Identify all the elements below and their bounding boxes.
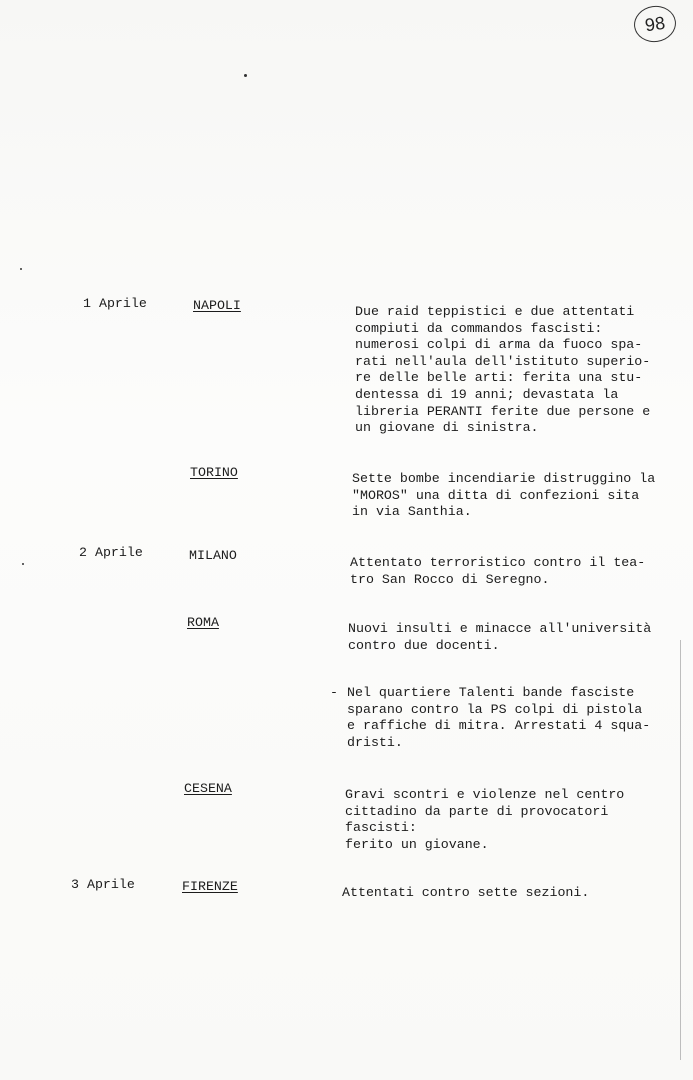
entry-city: ROMA bbox=[187, 615, 219, 630]
description-line: sparano contro la PS colpi di pistola bbox=[347, 701, 643, 717]
entry-description bbox=[347, 685, 650, 751]
entry-description bbox=[350, 555, 645, 588]
description-line: in via Santhia. bbox=[352, 504, 472, 520]
description-line: un giovane di sinistra. bbox=[355, 420, 539, 436]
description-line: numerosi colpi di arma da fuoco spa- bbox=[355, 337, 643, 353]
description-line: tro San Rocco di Seregno. bbox=[350, 571, 550, 587]
description-line: Nuovi insulti e minacce all'università bbox=[348, 621, 652, 636]
description-line: cittadino da parte di provocatori bbox=[345, 803, 609, 819]
description-line: Attentato terroristico contro il tea- bbox=[350, 555, 646, 570]
description-line: libreria PERANTI ferite due persone e bbox=[355, 403, 651, 419]
entry-city: TORINO bbox=[190, 465, 238, 480]
page-edge-shadow bbox=[680, 640, 681, 1060]
description-line: Attentati contro sette sezioni. bbox=[342, 885, 590, 900]
entry-date: 3 Aprile bbox=[71, 877, 135, 892]
description-line: compiuti da commandos fascisti: bbox=[355, 320, 603, 336]
description-line: ferito un giovane. bbox=[345, 836, 489, 852]
ink-speck bbox=[244, 74, 247, 77]
description-line: Sette bombe incendiarie distruggino la bbox=[352, 471, 656, 486]
description-line: e raffiche di mitra. Arrestati 4 squa- bbox=[347, 718, 651, 734]
entry-city: NAPOLI bbox=[193, 298, 241, 313]
entry-city: FIRENZE bbox=[182, 879, 238, 894]
description-line: Due raid teppistici e due attentati bbox=[355, 304, 635, 319]
entry-description bbox=[348, 621, 651, 654]
description-line: "MOROS" una ditta di confezioni sita bbox=[352, 487, 640, 503]
entry-date: 2 Aprile bbox=[79, 545, 143, 560]
description-line: fascisti: bbox=[345, 820, 417, 836]
ink-speck bbox=[22, 563, 24, 565]
entry-city: CESENA bbox=[184, 781, 232, 796]
description-line: Nel quartiere Talenti bande fasciste bbox=[347, 685, 635, 700]
entry-city: MILANO bbox=[189, 548, 237, 563]
description-line: re delle belle arti: ferita una stu- bbox=[355, 370, 643, 386]
description-line: dentessa di 19 anni; devastata la bbox=[355, 386, 619, 402]
entry-description bbox=[345, 787, 624, 853]
entry-date: 1 Aprile bbox=[83, 296, 147, 311]
list-dash: - bbox=[330, 685, 338, 700]
description-line: rati nell'aula dell'istituto superio- bbox=[355, 353, 651, 369]
entry-description bbox=[342, 885, 589, 902]
entry-description bbox=[352, 471, 655, 521]
description-line: dristi. bbox=[347, 734, 403, 750]
ink-speck bbox=[20, 268, 22, 270]
entry-description bbox=[355, 304, 650, 437]
description-line: Gravi scontri e violenze nel centro bbox=[345, 787, 625, 802]
description-line: contro due docenti. bbox=[348, 637, 500, 653]
page-number-stamp: 98 bbox=[632, 3, 679, 44]
